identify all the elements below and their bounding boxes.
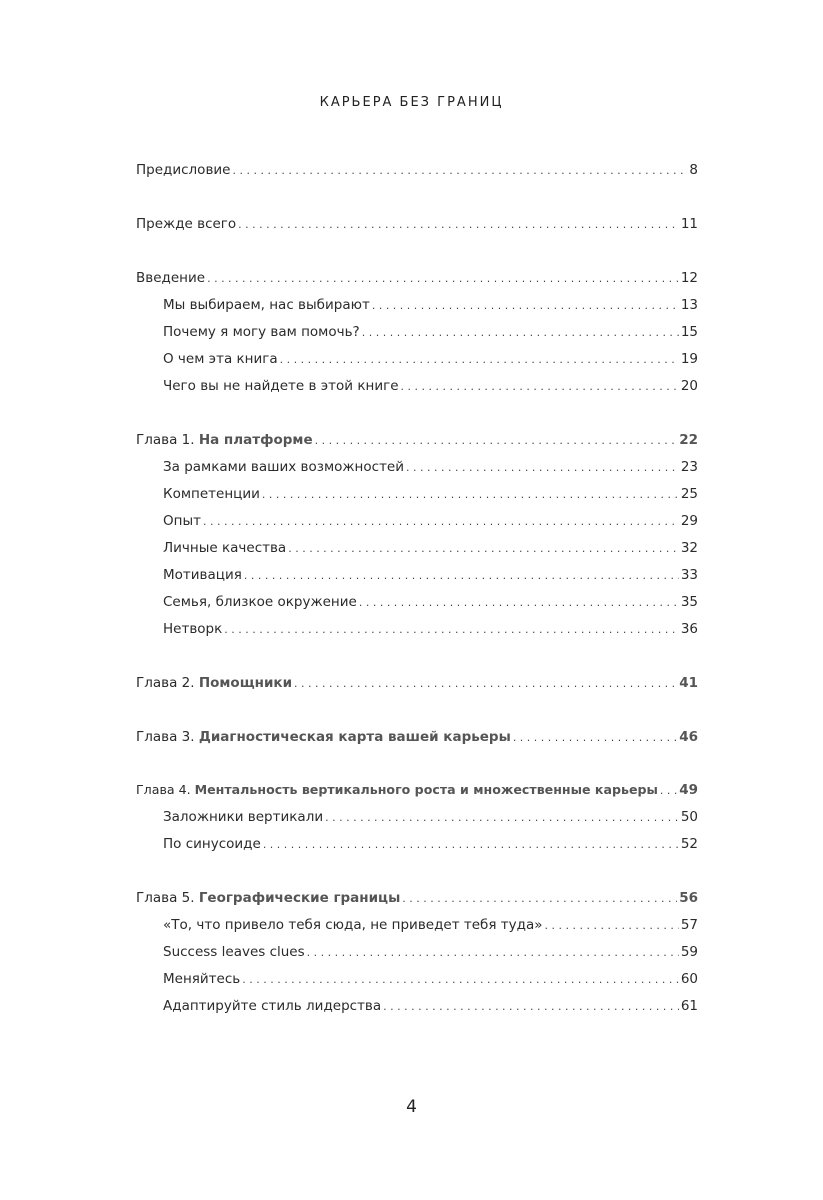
toc-entry-page: 22 — [679, 432, 698, 448]
toc-entry-title: За рамками ваших возможностей — [163, 459, 405, 475]
toc-entry-title: Личные качества — [163, 540, 287, 556]
toc-entry-preface[interactable] — [136, 161, 698, 180]
toc-entry-title: Мы выбираем, нас выбирают — [163, 297, 370, 313]
toc-entry-title: Меняйтесь — [163, 971, 241, 987]
chapter-title: Ментальность вертикального роста и множественные карьеры — [194, 782, 658, 797]
toc-entry-title: Семья, близкое окружение — [163, 594, 357, 610]
dot-leader — [307, 944, 679, 962]
dot-leader — [513, 729, 677, 747]
toc-entry-title — [136, 781, 658, 799]
dot-leader — [232, 162, 687, 180]
dot-leader — [207, 270, 679, 288]
dot-leader — [242, 971, 679, 989]
chapter-prefix: Глава 2. — [136, 675, 199, 691]
toc-entry-page: 60 — [680, 971, 698, 987]
toc-subentry[interactable] — [163, 997, 698, 1016]
toc-entry-chapter-1[interactable] — [136, 431, 698, 450]
toc-subentry[interactable] — [163, 512, 698, 531]
toc-subentry[interactable] — [163, 458, 698, 477]
dot-leader — [280, 351, 679, 369]
toc-entry-page: 52 — [680, 836, 698, 852]
toc-entry-page: 59 — [680, 944, 698, 960]
toc-entry-title — [136, 674, 292, 692]
chapter-title: На платформе — [198, 432, 313, 448]
toc-entry-title: Заложники вертикали — [163, 809, 324, 825]
toc-entry-title: Success leaves clues — [163, 944, 305, 960]
toc-entry-page: 36 — [680, 621, 698, 637]
toc-entry-page: 19 — [680, 351, 698, 367]
chapter-title: Помощники — [198, 675, 293, 691]
dot-leader — [325, 809, 679, 827]
dot-leader — [359, 594, 679, 612]
dot-leader — [224, 621, 679, 639]
toc-entry-title: Мотивация — [163, 567, 242, 583]
toc-entry-page: 23 — [680, 459, 698, 475]
toc-entry-page: 29 — [680, 513, 698, 529]
toc-entry-page: 20 — [680, 378, 698, 394]
dot-leader — [315, 432, 678, 450]
toc-subentry[interactable] — [163, 323, 698, 342]
toc-entry-page: 25 — [680, 486, 698, 502]
toc-entry-intro[interactable] — [136, 269, 698, 288]
toc-entry-page: 8 — [689, 162, 698, 178]
toc-subentry[interactable] — [163, 485, 698, 504]
toc-subentry[interactable] — [163, 916, 698, 935]
toc-entry-title: Опыт — [163, 513, 201, 529]
chapter-prefix: Глава 1. — [136, 432, 199, 448]
toc-subentry[interactable] — [163, 539, 698, 558]
dot-leader — [263, 836, 679, 854]
toc-entry-page: 15 — [680, 324, 698, 340]
chapter-prefix: Глава 4. — [136, 782, 195, 797]
chapter-prefix: Глава 3. — [136, 729, 199, 745]
toc-entry-title — [136, 728, 511, 746]
dot-leader — [238, 216, 679, 234]
dot-leader — [294, 675, 677, 693]
toc-entry-title: Адаптируйте стиль лидерства — [163, 998, 382, 1014]
toc-entry-chapter-5[interactable] — [136, 889, 698, 908]
running-head: КАРЬЕРА БЕЗ ГРАНИЦ — [319, 95, 504, 110]
toc-entry-title: Введение — [136, 270, 206, 286]
toc-subentry[interactable] — [163, 377, 698, 396]
toc-entry-title — [136, 889, 400, 907]
dot-leader — [372, 297, 679, 315]
toc-subentry[interactable] — [163, 350, 698, 369]
toc-entry-page: 57 — [680, 917, 698, 933]
chapter-title: Диагностическая карта вашей карьеры — [198, 729, 511, 745]
toc-subentry[interactable] — [163, 970, 698, 989]
toc-entry-title: По синусоиде — [163, 836, 261, 852]
toc-entry-title: Нетворк — [163, 621, 223, 637]
dot-leader — [362, 324, 679, 342]
dot-leader — [288, 540, 679, 558]
toc-entry-title — [136, 431, 313, 449]
toc-subentry[interactable] — [163, 566, 698, 585]
toc-subentry[interactable] — [163, 593, 698, 612]
toc-entry-first[interactable] — [136, 215, 698, 234]
toc-subentry[interactable] — [163, 296, 698, 315]
dot-leader — [203, 513, 679, 531]
toc-entry-title: Предисловие — [136, 162, 231, 178]
toc-entry-page: 56 — [679, 890, 698, 906]
toc-entry-page: 41 — [679, 675, 698, 691]
toc-entry-page: 61 — [680, 998, 698, 1014]
toc-entry-title: Прежде всего — [136, 216, 237, 232]
chapter-prefix: Глава 5. — [136, 890, 199, 906]
toc-entry-page: 12 — [680, 270, 698, 286]
dot-leader — [406, 459, 679, 477]
toc-entry-chapter-2[interactable] — [136, 674, 698, 693]
toc-entry-page: 11 — [680, 216, 698, 232]
dot-leader — [244, 567, 679, 585]
toc-entry-title: «То, что привело тебя сюда, не приведет тебя туда» — [163, 917, 543, 933]
toc-entry-page: 49 — [679, 782, 698, 798]
toc-entry-chapter-4[interactable] — [136, 781, 698, 800]
toc-entry-page: 50 — [680, 809, 698, 825]
toc-subentry[interactable] — [163, 808, 698, 827]
dot-leader — [545, 917, 679, 935]
toc-entry-page: 32 — [680, 540, 698, 556]
toc-subentry[interactable] — [163, 835, 698, 854]
toc-entry-chapter-3[interactable] — [136, 728, 698, 747]
chapter-title: Географические границы — [198, 890, 401, 906]
toc-entry-page: 33 — [680, 567, 698, 583]
page-number: 4 — [406, 1097, 417, 1117]
dot-leader — [402, 890, 677, 908]
dot-leader — [401, 378, 679, 396]
toc-subentry[interactable] — [163, 620, 698, 639]
toc-subentry[interactable] — [163, 943, 698, 962]
dot-leader — [383, 998, 679, 1016]
dot-leader — [262, 486, 679, 504]
toc-entry-title: Компетенции — [163, 486, 260, 502]
toc-entry-title: О чем эта книга — [163, 351, 278, 367]
toc-entry-page: 46 — [679, 729, 698, 745]
toc-entry-title: Почему я могу вам помочь? — [163, 324, 360, 340]
toc-entry-page: 35 — [680, 594, 698, 610]
toc-entry-page: 13 — [680, 297, 698, 313]
dot-leader — [660, 782, 677, 800]
toc-entry-title: Чего вы не найдете в этой книге — [163, 378, 399, 394]
